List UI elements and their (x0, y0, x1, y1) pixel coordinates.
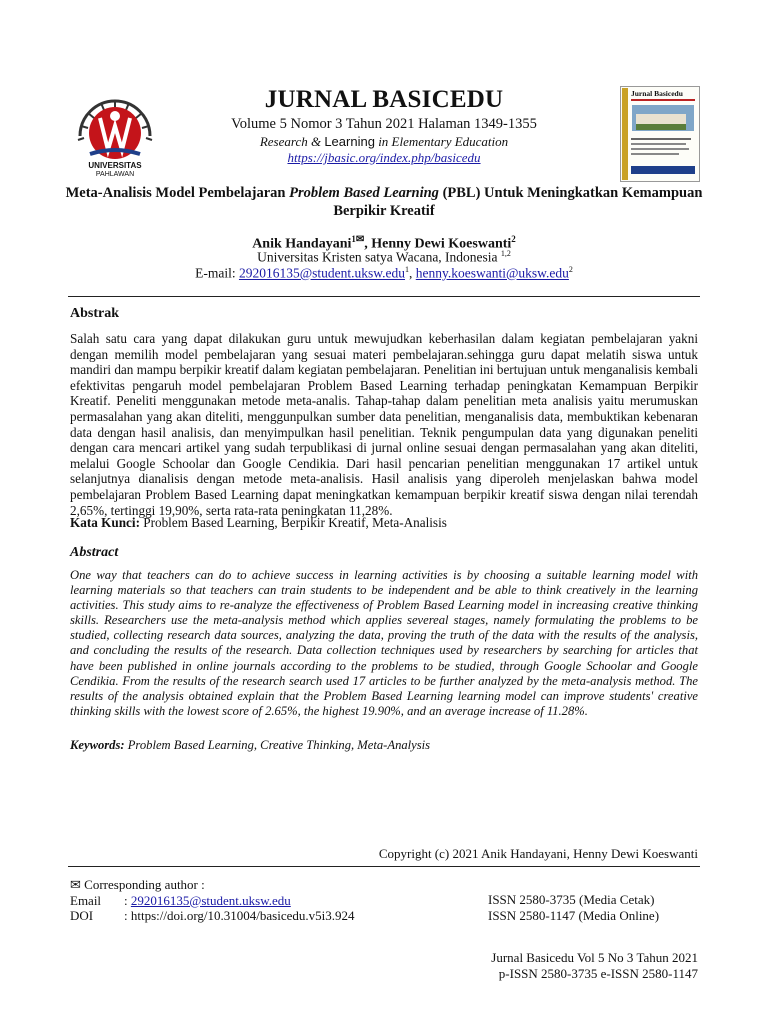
author-name: Anik Handayani (252, 236, 352, 252)
copyright-notice: Copyright (c) 2021 Anik Handayani, Henny Dewi Koeswanti (378, 846, 698, 861)
journal-title: JURNAL BASICEDU (264, 86, 504, 113)
author-list: Anik Handayani$^{1✉}$, Henny Dewi Koeswanti$^2$ (252, 234, 516, 252)
svg-text:UNIVERSITAS: UNIVERSITAS (88, 161, 142, 170)
journal-subtitle: Research & Learning in Elementary Education (259, 134, 509, 149)
volume-info: Volume 5 Nomor 3 Tahun 2021 Halaman 1349-1355 (231, 116, 537, 132)
abstrak-body: Salah satu cara yang dapat dilakukan guru untuk mewujudkan keberhasilan dalam kegiatan pembelajaran yakni dengan memilih model pembelajaran yang sesuai materi pembelajaran.sehingga guru dapat melatih siswa untuk mandiri dan mampu berpikir kreatif dalam kegiatan pembelajaran. Penelitian ini bertujuan untuk menganalisis kembali efektivitas pengaruh model pembelajaran Problem Based Learning terhadap peningkatan Kemampuan Berpikir Kreatif. Peneliti menggunakan metode meta-analis. Tahap-tahap dalam penelitian meta analisis yaitu merumuskan permasalahan yang akan diteliti, menggunpulkan sumber data penelitian, menganalisis data, membuktikan kebenaran data dengan hasil analisis, dan menyimpulkan hasil penelitian. Teknik pengumpulan data yang digunakan peneliti dengan cara mencari artikel yang sudah terpublikasi di jurnal online sesuai dengan permasalahan yang akan diteliti, melalui Google Schoolar dan Google Cendikia. Dari hasil pencarian penelitian menggunakan 17 artikel untuk selanjutnya dianalisis dengan metode meta-analisis. Hasil analisis yang diperoleh menjelaskan bahwa model pembelajaran Problem Based Learning dapat meningkatkan kemampuan berpikir kreatif siswa dengan nilai terendah 2,65%, tertinggi 19,90%, serta rata-rata peningkatan 11,28%. (70, 331, 698, 518)
corresponding-author-block: ✉ Corresponding author : Email : 292016135@student.uksw.edu DOI : https://doi.org/10.31004/basicedu.v5i3.924 (70, 877, 355, 923)
doi-link[interactable]: : https://doi.org/10.31004/basicedu.v5i3.924 (124, 908, 355, 923)
journal-url-link[interactable]: https://jbasic.org/index.php/basicedu (287, 150, 481, 165)
svg-text:PAHLAWAN: PAHLAWAN (95, 171, 135, 178)
envelope-icon: ✉ (70, 877, 81, 892)
abstrak-heading: Abstrak (70, 306, 120, 321)
kata-kunci: Kata Kunci: Problem Based Learning, Berpikir Kreatif, Meta-Analisis (70, 515, 447, 530)
author-name: Henny Dewi Koeswanti (371, 236, 512, 252)
svg-text:Jurnal Basicedu: Jurnal Basicedu (631, 89, 683, 98)
email-link[interactable]: henny.koeswanti@uksw.edu (415, 265, 569, 281)
keywords: Keywords: Problem Based Learning, Creative Thinking, Meta-Analysis (70, 738, 431, 752)
abstract-body: One way that teachers can do to achieve success in learning activities is by choosing a suitable learning model with learning materials so that teachers can train students to be independent and be able to think creatively in the learning activities. This study aims to re-analyze the effectiveness of Problem Based Learning model in increasing creative thinking skills. Researchers use the meta-analysis method which applies severeal stages, namely formulating the problems to be studied, collecting research data sources, analyzing the data, proving the truth of the data with the results of the analysis, and concluding the results of the research. Data collection techniques used by researchers by searching for articles that have been published in online journals according to the problems to be studied, through Google Schoolar and Google Cendikia. From the results of the research search used 17 articles to be further analyzed by the meta-analysis method. The results of the analysis obtained explain that the Problem Based Learning learning model can improve students' creative thinking skills with the lowest score of 2.65%, the highest 19.90%, and an average increase of 11.28%. (70, 568, 698, 718)
page-footer: Jurnal Basicedu Vol 5 No 3 Tahun 2021 p-ISSN 2580-3735 e-ISSN 2580-1147 (491, 950, 698, 981)
email-link[interactable]: 292016135@student.uksw.edu (238, 265, 406, 281)
paper-title: Meta-Analisis Model Pembelajaran Problem Based Learning (PBL) Untuk Meningkatkan Kemampuan Berpikir Kreatif (65, 185, 703, 219)
envelope-icon: ✉ (355, 234, 365, 245)
affiliation: Universitas Kristen satya Wacana, Indonesia $^{1,2}$ (257, 249, 511, 265)
author-emails: E-mail: 292016135@student.uksw.edu$^1$, henny.koeswanti@uksw.edu$^2$ (195, 265, 573, 281)
abstract-heading: Abstract (70, 545, 119, 560)
divider (68, 866, 700, 867)
divider (68, 296, 700, 297)
issn-block: ISSN 2580-3735 (Media Cetak) ISSN 2580-1147 (Media Online) (488, 892, 660, 923)
email-link[interactable]: 292016135@student.uksw.edu (130, 892, 291, 908)
